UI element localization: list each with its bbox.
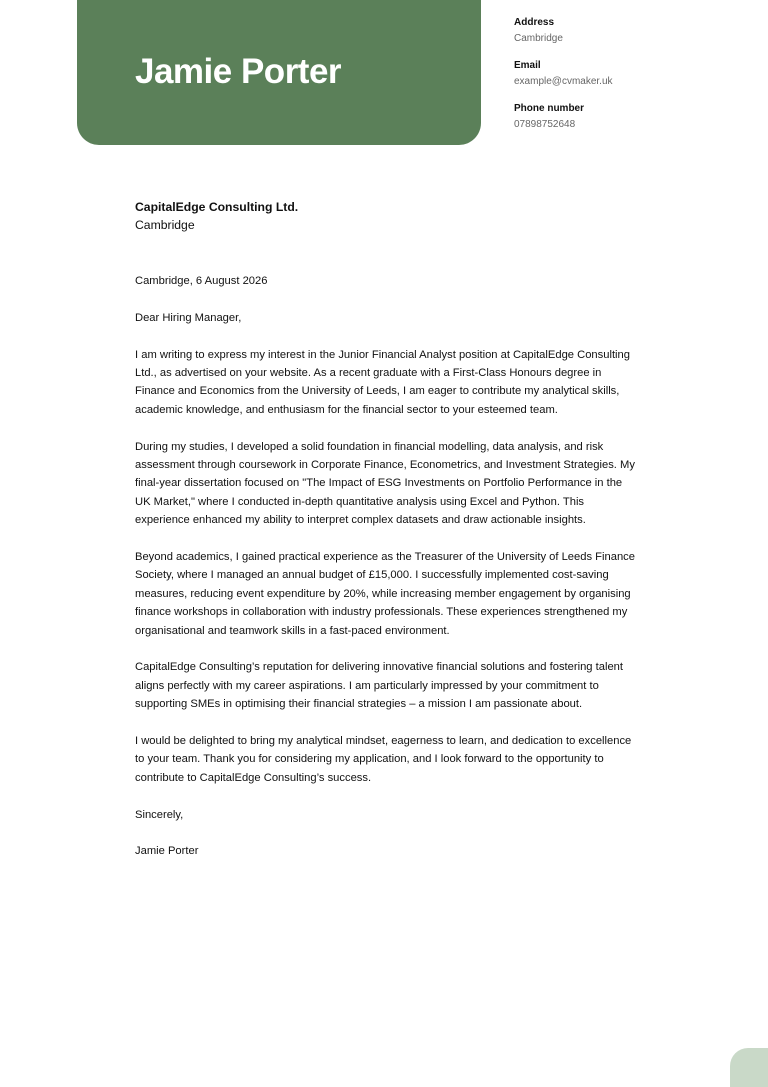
contact-details: [514, 15, 754, 144]
recipient-company: CapitalEdge Consulting Ltd.: [135, 200, 299, 214]
salutation: Dear Hiring Manager,: [135, 311, 242, 324]
paragraph-5: I would be delighted to bring my analytical mindset, eagerness to learn, and dedication to excellence to your team. Thank you for considering my application, and I look forward to the opportunity to contribute to CapitalEdge Consulting’s success.: [135, 735, 632, 784]
corner-tab[interactable]: [730, 1048, 768, 1087]
applicant-name: Jamie Porter: [135, 52, 342, 91]
header-band: [77, 0, 481, 145]
address-label: Address: [514, 17, 555, 28]
letter-date: Cambridge, 6 August 2026: [135, 275, 268, 287]
phone-value: 07898752648: [514, 119, 576, 130]
contact-email: [514, 58, 754, 90]
paragraph-2: During my studies, I developed a solid foundation in financial modelling, data analysis, and risk assessment through coursework in Corporate Finance, Econometrics, and Investment Strategies. My final-year dissertation focused on "The Impact of ESG Investments on Portfolio Performance in the UK Market," where I conducted in-depth quantitative analysis using Excel and Python. This experience enhanced my ability to interpret complex datasets and draw actionable insights.: [135, 440, 635, 527]
letter-body: [135, 198, 635, 861]
email-label: Email: [514, 60, 541, 71]
closing: Sincerely,: [135, 808, 184, 821]
address-value: Cambridge: [514, 33, 563, 44]
recipient-city: Cambridge: [135, 218, 195, 232]
contact-phone: [514, 101, 754, 133]
paragraph-3: Beyond academics, I gained practical experience as the Treasurer of the University of Leeds Finance Society, where I managed an annual budget of £15,000. I successfully implemented cost-saving measures, reducing event expenditure by 20%, while increasing member engagement by organising finance workshops in collaboration with industry professionals. These experiences strengthened my organisational and teamwork skills in a fast-paced environment.: [135, 551, 635, 637]
signature: Jamie Porter: [135, 845, 199, 858]
email-value: example@cvmaker.uk: [514, 76, 613, 87]
phone-label: Phone number: [514, 103, 585, 114]
paragraph-1: I am writing to express my interest in the Junior Financial Analyst position at CapitalEdge Consulting Ltd., as advertised on your website. As a recent graduate with a First-Class Honours degree in Finance and Economics from the University of Leeds, I am eager to contribute my analytical skills, academic knowledge, and enthusiasm for the financial sector to your esteemed team.: [135, 348, 630, 416]
contact-address: [514, 15, 754, 47]
paragraph-4: CapitalEdge Consulting’s reputation for delivering innovative financial solutions and fostering talent aligns perfectly with my career aspirations. I am particularly impressed by your commitment to supporting SMEs in optimising their financial strategies – a mission I am passionate about.: [135, 661, 623, 711]
